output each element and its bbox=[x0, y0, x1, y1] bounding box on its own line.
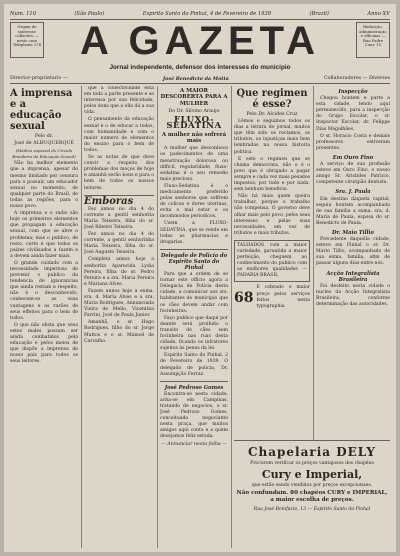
byline-role: (Medico especial do Circulo Brasileiro de Educação Sexual) bbox=[12, 148, 76, 160]
ad-chapelaria-brand: Cury e Imperial, bbox=[261, 468, 363, 481]
issue-place-date: Espirito Santo do Pinhal, 4 de Fevereiro de 1939 bbox=[142, 11, 272, 17]
issue-city: (São Paulo) bbox=[74, 11, 105, 17]
footer-note: — Annunciar nesta folha — bbox=[160, 441, 228, 447]
issue-year: Anno XV bbox=[367, 11, 390, 17]
masthead-subtitle: Jornal independente, defensor dos interesses do municipio bbox=[109, 64, 291, 71]
social-note: Fez annos no dia 4 do corrente a gentil senhorita Maria Teixeira, filha do sr. José Ribeiro Teixeira. bbox=[84, 206, 154, 230]
staff-collaborators: Collaboradores — Diversos bbox=[323, 76, 390, 81]
column-3 bbox=[160, 86, 228, 548]
social-note: Completa annos hoje a senhorita Aparecida Lydia Pereira, filha do sr. Pedro Pereira e a sra. Maria Pereira e Mariana Alves. bbox=[84, 257, 154, 287]
section-tillio-title: Dr. Maio Tillio bbox=[332, 229, 374, 236]
article-paragraph: Espirito Santo do Pinhal, 2 de Fevereiro de 1939. O delegado de policia, Dr. Assumpção Ferraz. bbox=[160, 353, 228, 377]
divider bbox=[160, 249, 228, 250]
social-note: Fazem annos hoje a exma. sra. d. Maria Alves e a sra. Maria Rodrigues, Annunciada Vieira de Mello, Vicentina Parrini, José de Paula Junior. bbox=[84, 288, 154, 319]
headline-regimen: Que regimen é esse? bbox=[236, 88, 308, 110]
article-paragraph: Foi desfeito nesta cidade o nucleo da Acção Integralista Brasileira, conforme determinação das autoridades. bbox=[316, 283, 390, 307]
article-paragraph: O grande cuidado com a necessidade imperiosa de prevenir o publico da tendencia de ignorancias que ainda restam a respeito, não é o desconhecido, conhecem-se as suas vantagens e as razões de seus effeitos para o bem de todos. bbox=[10, 260, 78, 321]
section-ouro-fino-title: Em Ouro Fino bbox=[332, 154, 374, 161]
article-paragraph: O que não obsta que seus estes males possam ser ainda combatidos pela educação e pelos meios de que dispõe a imprensa de nosso paiz para todos os seus leitores. bbox=[10, 322, 78, 365]
article-paragraph: Em destino daquela capital, seguiu hontem acompanhada de sua familia a exma. sra. d. Maria de Paula, esposa do sr. Benedicto de Paula. bbox=[316, 196, 390, 226]
section-emboras-title: Emboras bbox=[84, 195, 134, 207]
masthead-title: A GAZETA bbox=[80, 19, 320, 63]
ad-headline-mulher: A mulher não sofrerá mais bbox=[161, 131, 227, 144]
issue-state: (Brazil) bbox=[309, 11, 329, 17]
ad-chapelaria-address: Rua José Bonifacio, 13 — Espirito Santo do Pinhal bbox=[253, 507, 371, 512]
left-info-box: Orgam do interesse collectivo — neste caso Telephone 278 bbox=[10, 22, 44, 58]
article-paragraph: Não há mais quem queira trabalhar, porque o trabalho não compensa. O governo deve olhar mais pelo povo, pelos seus interesses e pelas suas necessidades, em vez de tributos e mais tributos. bbox=[234, 194, 310, 236]
headline-imprensa: A imprensa e a educação sexual bbox=[10, 88, 73, 132]
column-rule bbox=[81, 86, 82, 548]
column-2 bbox=[84, 86, 154, 548]
ad-chapelaria bbox=[234, 440, 390, 549]
staff-director-name: José Benedicto da Motta bbox=[162, 75, 229, 82]
ad-paragraph: Usem a FLUXO-SEDATINA, que se vende em todas as pharmacias e drogarias. bbox=[160, 221, 228, 245]
social-note: Fez annos no dia 4 do corrente, a gentil senhorinha Maria Teixeira, filha do sr. José Augusto Teixeira. bbox=[84, 232, 154, 256]
ad-68-text: É cobrado o maior preço pelos serviços feitos nesta typographia bbox=[256, 285, 310, 309]
right-info-box: Redacção, administração e officinas — Rua Padre Conr. 15 bbox=[356, 22, 390, 58]
article-paragraph: A imprensa e o radio são hoje os primeiros elementos que propagam a educação sexual, com que se abre o problema; mas o publico, de resto, certo é que todos os paizes civilisados a fazem e a devem ainda fazer mais. bbox=[10, 211, 78, 259]
social-note: Amanhã, o sr. Hugo Rodrigues, filho do sr. Jorge Mattos e o sr. Manoel de Carvalho. bbox=[84, 320, 154, 344]
byline-author: José de ALBUQUERQUE bbox=[14, 141, 74, 147]
byline-regimen: Pelo Dr. Alcides Cruz bbox=[246, 112, 298, 117]
article-paragraph: O sr. Horacio Costa e demais professores estiveram presentes. bbox=[316, 133, 390, 151]
staff-director-label: Director-proprietario — bbox=[10, 76, 68, 81]
article-paragraph: Precedente daquella cidade, esteve em Pinhal o sr. Dr. Mario Tillio, acompanhado de sua exma. familia, afim de passar alguns dias entre nós. bbox=[316, 237, 390, 267]
article-paragraph: Encontra-se nesta cidade, acha-se em Campinas, tratando de negocios, o sr. José Pedroso Gomes, conceituado negociante nesta praça, que muitos amigos aqui conta e a quem desejamos feliz estada. bbox=[160, 391, 228, 440]
byline-pelo: Pelo dr. bbox=[34, 134, 54, 139]
ad-chapelaria-name: Chapelaria DELY bbox=[247, 445, 377, 459]
article-paragraph: A serviço de sua profissão esteve em Ouro Fino, o nosso amigo Sr. Aristides Patricio, competente cirurgião dentista. bbox=[316, 162, 390, 186]
article-paragraph: Chegou hontem e parte a esta cidade, tendo aqui permanecido, para a inspecção do Grupo Escolar, o sr. Inspector Escolar, dr. Felippe Dias Magalhães. bbox=[316, 96, 390, 132]
article-paragraph: Faço publico que daqui por deante será proibido o transito de cães sem focinheira nas ruas desta cidade, ficando os infratores sujeitos ás penas da lei. bbox=[160, 315, 228, 352]
column-rule bbox=[157, 86, 158, 548]
article-paragraph: Não ha melhor elemento que a imprensa, apesar do mesmo limitado por censura para o possuir, um educador sexual no momento, de qualquer parte do Brasil, de todas as regiões, para o nosso povo. bbox=[10, 161, 78, 210]
section-pedroso-title: José Pedroso Gomes bbox=[164, 384, 224, 391]
ad-68 bbox=[234, 285, 310, 309]
section-integralista-title: Acção Integralista Brasileira bbox=[326, 270, 380, 283]
ad-headline-descoberta: A MAIOR DESCOBERTA PARA A MULHER bbox=[160, 88, 228, 107]
column-1 bbox=[10, 86, 78, 548]
ad-byline: Do Dr. Silvino Araujo bbox=[168, 109, 220, 115]
ad-chapelaria-line1: Procurem verificar os preços vantajosos dos chapéus bbox=[250, 461, 374, 466]
newspaper-page bbox=[4, 4, 396, 552]
ad-chapelaria-offer: Não confundam. 80 chapéos CURY e IMPERIAL, a maior escolha de preços. bbox=[236, 490, 388, 503]
article-paragraph: O pensamento da educação sexual é o de educar a todos, com humanidade e com o maior numero de elementos do ensino para o bem de todos. bbox=[84, 117, 154, 153]
ad-68-number: 68 bbox=[234, 289, 254, 306]
column-rule bbox=[231, 86, 232, 548]
boxed-ad-padaria: TALHADOS com a maior variedade, garantida a maior perfeição, cheguem ao conhecimento do publico com as melhores qualidades — PADARIA BRASIL bbox=[234, 240, 310, 283]
section-inspeccao-title: Inspecção bbox=[338, 89, 368, 95]
article-paragraph: Se as notas de que deve convir a respeito dos problemas dos moços de hoje e amanhã serão bons e para o bem de todos os nossos leitores. bbox=[84, 155, 154, 191]
ad-paragraph: A mulher que desconhece os padecimentos de uma menstruação dolorosa ou difficil, regularidade, fluxo-sedatina é o seu remedio mais precioso. bbox=[160, 146, 228, 182]
article-paragraph: E este o regimen que se chama democrata, não o é o povo que é obrigado a pagar sempre e cada vez mais pesados impostos, por tudo e por nada, sem nenhum beneficio. bbox=[234, 156, 310, 193]
issue-number: Num. 110 bbox=[10, 11, 36, 17]
divider bbox=[160, 381, 228, 382]
article-paragraph: Para que a ordem de se tornar este officio agora a Delegacia de Policia desta cidade, a comunicar aos srs. habitantes do municipio que os cães devem andar com focinheiras. bbox=[160, 272, 228, 314]
article-paragraph: Lêmos e seguimos todos os dias a leitura do jornal, muitos que têm sido os reclamos, os tributos, as injustiças mais bem lembradas na nossa historia politica. bbox=[234, 119, 310, 155]
ad-paragraph: Fluxo-Sedatina é o medicamento preferido pelas senhoras que soffrem de colicas e dores uterinas, evita o mal estar e os incommodos periodicos. bbox=[160, 183, 228, 220]
ad-product-name: FLUXO-SEDATINA bbox=[166, 115, 222, 132]
section-delegado-title: Delegado de Policia do Espirito Santo do Pinhal bbox=[160, 252, 228, 271]
staff-line bbox=[10, 74, 390, 84]
ad-chapelaria-line2: que estão sendo vendidos por preços excepcionaes. bbox=[251, 483, 373, 488]
section-paula-title: Sra. J. Paula bbox=[335, 189, 371, 196]
article-paragraph: que a collectividade está em toda a parte presente e se interessa por sua felicidade, pelos dons que a ella dá a sua vida. bbox=[84, 86, 154, 116]
